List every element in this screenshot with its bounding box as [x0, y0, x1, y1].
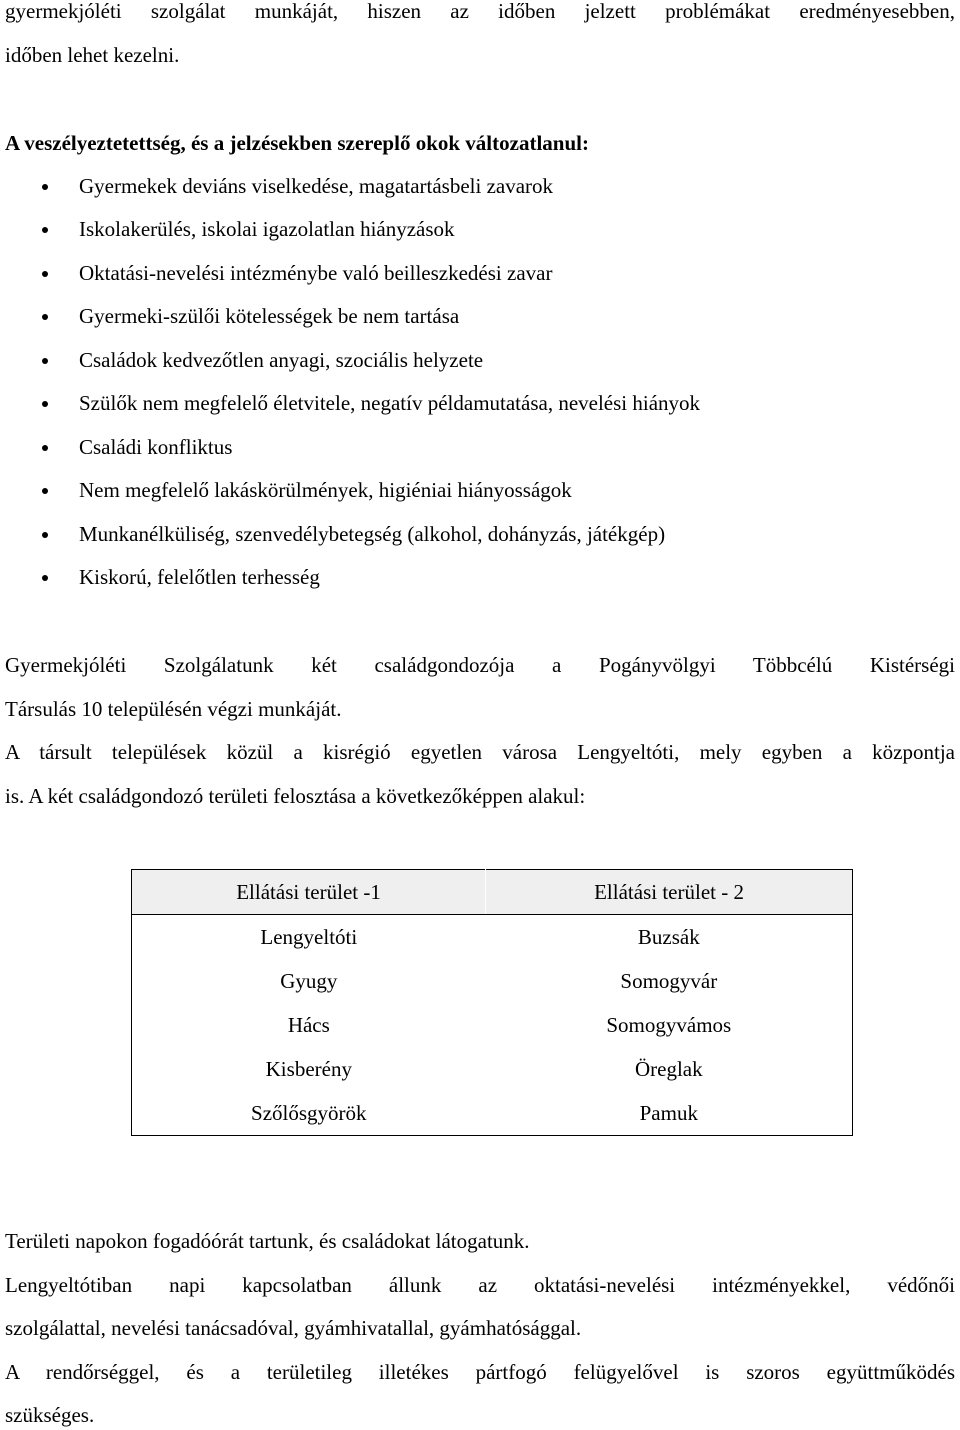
- bullet-icon: [42, 532, 48, 538]
- intro-line-2: időben lehet kezelni.: [5, 43, 180, 67]
- table-row: [132, 1003, 853, 1047]
- service-line-2: Társulás 10 településén végzi munkáját.: [5, 697, 342, 721]
- table-row: [132, 915, 853, 960]
- closing-line-1: Területi napokon fogadóórát tartunk, és családokat látogatunk.: [5, 1229, 530, 1253]
- table-cell: Kisberény: [265, 1056, 352, 1081]
- service-line-3: A társult települések közül a kisrégió egyetlen városa Lengyeltóti, mely egyben a központja: [5, 740, 955, 764]
- table-row: [132, 1091, 853, 1136]
- bullet-icon: [42, 184, 48, 190]
- table-row: [132, 959, 853, 1003]
- closing-line-5: szükséges.: [5, 1403, 95, 1427]
- closing-line-3: szolgálattal, nevelési tanácsadóval, gyámhivatallal, gyámhatósággal.: [5, 1316, 582, 1340]
- service-line-4: is. A két családgondozó területi felosztása a következőképpen alakul:: [5, 784, 586, 808]
- bullet-icon: [42, 445, 48, 451]
- bullet-icon: [42, 358, 48, 364]
- table-cell: Hács: [287, 1012, 330, 1037]
- header-area-1: Ellátási terület -1: [132, 870, 486, 915]
- table-cell: Somogyvámos: [606, 1012, 732, 1037]
- header-area-2: Ellátási terület - 2: [486, 870, 853, 915]
- bullet-icon: [42, 575, 48, 581]
- table-cell: Szőlősgyörök: [251, 1100, 367, 1125]
- risk-heading: A veszélyeztetettség, és a jelzésekben szereplő okok változatlanul:: [5, 131, 589, 155]
- intro-line-1: gyermekjóléti szolgálat munkáját, hiszen az időben jelzett problémákat eredményesebben,: [5, 0, 955, 23]
- table-cell: Öreglak: [634, 1056, 703, 1081]
- table-header-row: [132, 870, 853, 915]
- table-row: [132, 1047, 853, 1091]
- service-line-1: Gyermekjóléti Szolgálatunk két családgondozója a Pogányvölgyi Többcélú Kistérségi: [5, 653, 955, 677]
- table-cell: Gyugy: [280, 968, 338, 993]
- bullet-icon: [42, 227, 48, 233]
- table-cell: Buzsák: [637, 924, 700, 949]
- closing-line-2: Lengyeltótiban napi kapcsolatban állunk az oktatási-nevelési intézményekkel, védőnői: [5, 1273, 955, 1297]
- service-areas-table: [131, 869, 853, 1136]
- table-cell: Pamuk: [639, 1100, 698, 1125]
- closing-line-4: A rendőrséggel, és a területileg illetékes pártfogó felügyelővel is szoros együttműködés: [5, 1360, 955, 1384]
- table-cell: Somogyvár: [620, 968, 718, 993]
- table-cell: Lengyeltóti: [260, 924, 358, 949]
- bullet-icon: [42, 314, 48, 320]
- bullet-icon: [42, 401, 48, 407]
- bullet-icon: [42, 488, 48, 494]
- bullet-icon: [42, 271, 48, 277]
